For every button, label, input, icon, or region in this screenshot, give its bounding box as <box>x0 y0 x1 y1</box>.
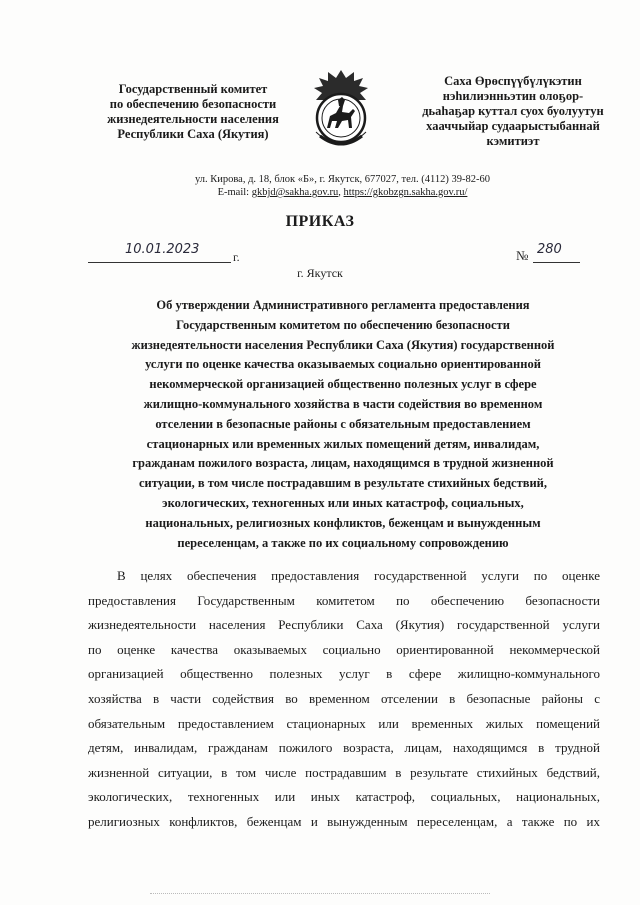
contacts-separator: , <box>338 187 344 198</box>
subject-line: экологических, техногенных или иных катастроф, социальных, <box>162 495 524 510</box>
city-line: г. Якутск <box>297 266 343 280</box>
order-subject <box>88 296 598 553</box>
number-label: № <box>516 248 529 263</box>
body-line: жизнедеятельности населения Республики Саха (Якутия) государственной услуги <box>88 617 600 633</box>
subject-line: жилищно-коммунального хозяйства в части содействия во временном <box>143 396 543 411</box>
org-left-line: жизнедеятельности населения <box>107 112 279 126</box>
org-name-yakut <box>388 74 638 149</box>
address-line: ул. Кирова, д. 18, блок «Б», г. Якутск, 677027, тел. (4112) 39-82-60 <box>194 174 491 185</box>
org-address <box>150 173 535 199</box>
org-right-line: кэмитиэт <box>486 134 540 148</box>
subject-line: услуги по оценке качества оказываемых социально ориентированной <box>145 357 541 372</box>
body-line: жизненной ситуации, в том числе пострадавшим в результате стихийных бедствий, <box>88 764 600 780</box>
subject-line: национальных, религиозных конфликтов, беженцам и вынужденным <box>145 515 541 530</box>
email-link[interactable]: gkbjd@sakha.gov.ru <box>251 187 339 198</box>
subject-line: переселенцам, а также по их социальному сопровождению <box>177 535 509 550</box>
body-line: по оценке качества оказываемых социально ориентированной некоммерческой <box>88 641 600 657</box>
date-suffix: г. <box>233 250 240 264</box>
website-link[interactable]: https://gkobzgn.sakha.gov.ru/ <box>343 187 468 198</box>
body-line: хозяйства в части содействия во временном отселении в безопасные районы с <box>88 690 600 706</box>
org-left-line: Государственный комитет <box>118 82 268 96</box>
subject-line: ситуации, в том числе пострадавшим в результате стихийных бедствий, <box>138 476 547 491</box>
org-name-russian <box>88 82 298 142</box>
org-left-line: Республики Саха (Якутия) <box>117 127 269 141</box>
body-line: религиозных конфликтов, беженцам и вынужденным переселенцам, а также по их <box>88 813 600 829</box>
subject-line: стационарных или временных жилых помещений детям, инвалидам, <box>146 436 540 451</box>
subject-line: некоммерческой организацией общественно полезных услуг в сфере <box>149 377 537 392</box>
contacts-line <box>150 186 535 199</box>
org-right-line: дьаһаҕар куттал суох буолуутун <box>422 104 604 118</box>
org-right-line: хааччыйар судаарыстыбаннай <box>426 119 600 133</box>
body-line: организацией общественно полезных услуг в сфере жилищно-коммунального <box>88 666 600 682</box>
body-line: предоставления Государственным комитетом по обеспечению безопасности <box>88 592 600 608</box>
subject-line: жизнедеятельности населения Республики Саха (Якутия) государственной <box>131 337 555 352</box>
body-line: обязательным предоставлением стационарных или временных жилых помещений <box>88 715 600 731</box>
subject-line: гражданам пожилого возраста, лицам, находящимся в трудной жизненной <box>132 456 554 471</box>
org-right-line: нэһилиэнньэтин олоҕор- <box>442 89 584 103</box>
scan-artifact-divider <box>150 893 490 896</box>
body-line: детям, инвалидам, гражданам пожилого возраста, лицам, находящимся в трудной <box>88 740 600 756</box>
sakha-republic-coat-of-arms-icon <box>302 66 380 150</box>
subject-line: Государственным комитетом по обеспечению безопасности <box>176 317 510 332</box>
org-right-line: Саха Өрөспүүбүлүкэтин <box>444 74 582 88</box>
document-title: ПРИКАЗ <box>285 213 355 230</box>
subject-line: отселении в безопасные районы с обязательным предоставлением <box>155 416 531 431</box>
order-body-paragraph <box>88 564 600 835</box>
subject-line: Об утверждении Административного регламента предоставления <box>156 298 530 312</box>
org-left-line: по обеспечению безопасности <box>109 97 277 111</box>
handwritten-date: 10.01.2023 <box>125 242 200 257</box>
email-prefix: E-mail: <box>217 187 252 198</box>
handwritten-number: 280 <box>537 242 562 257</box>
body-line: экологических, техногенных или иных катастроф, социальных, национальных, <box>88 789 600 805</box>
body-line: В целях обеспечения предоставления государственной услуги по оценке <box>117 568 600 583</box>
